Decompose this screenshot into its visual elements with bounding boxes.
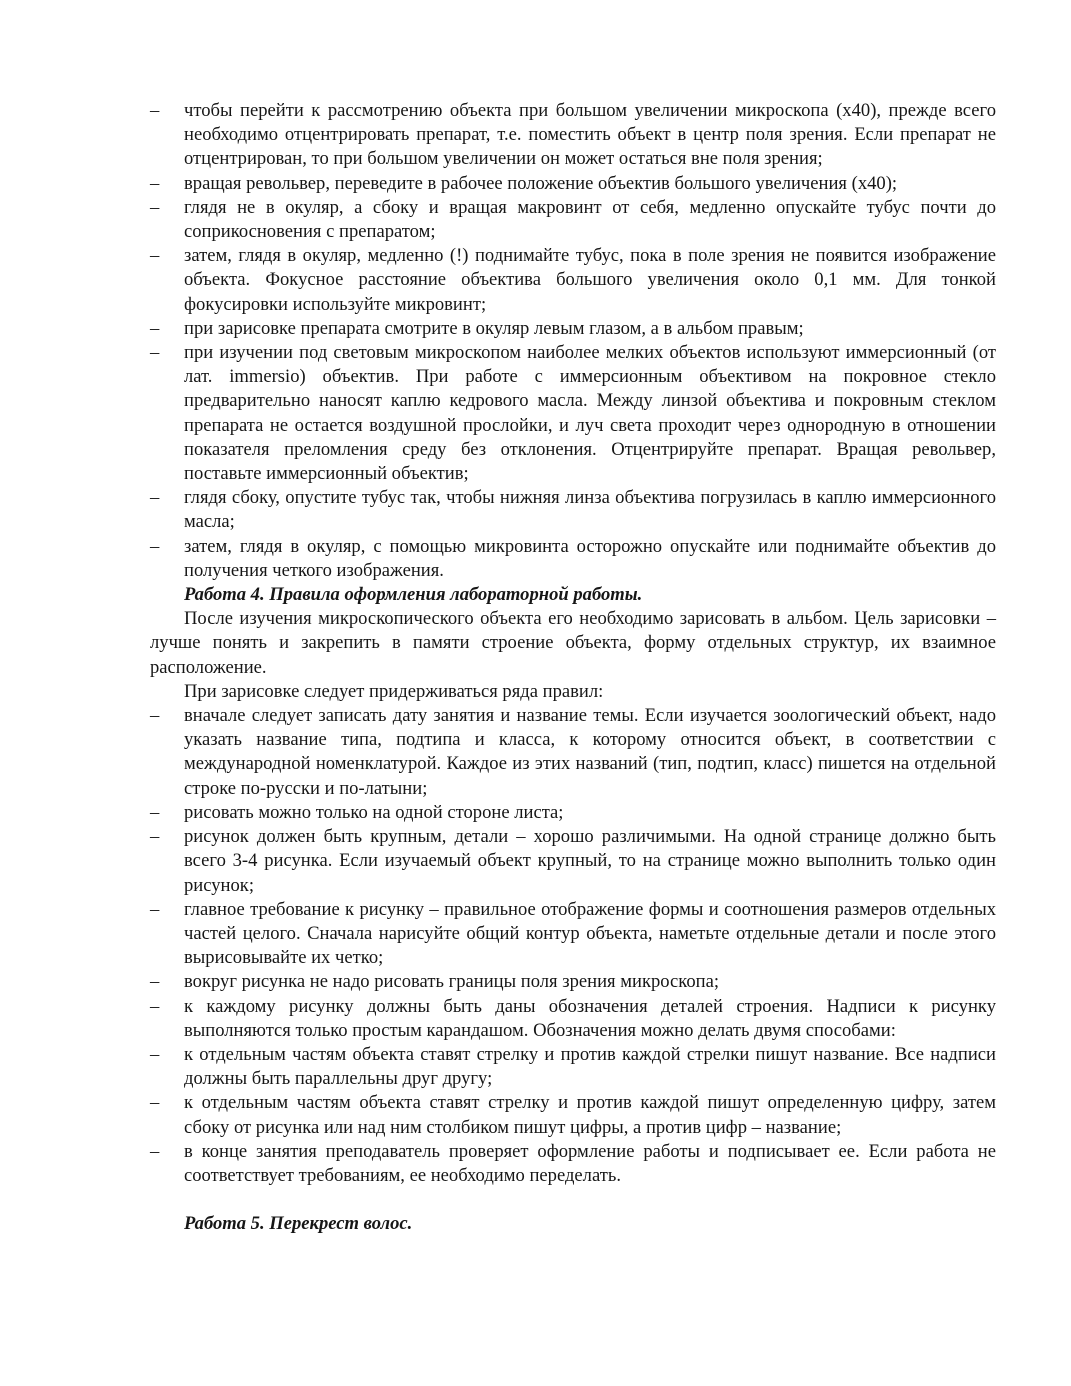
dash-marker: –: [150, 535, 160, 557]
list-item: [150, 995, 996, 1043]
list-item-text: затем, глядя в окуляр, с помощью микровинта осторожно опускайте или поднимайте объектив до получения четкого изображения.: [184, 535, 996, 581]
list-item: [150, 1091, 996, 1139]
list-item: [150, 486, 996, 534]
list-item: [150, 317, 996, 341]
list-item: [150, 1043, 996, 1091]
list-item-text: вращая револьвер, переведите в рабочее положение объектив большого увеличения (х40);: [184, 172, 898, 194]
list-item-text: в конце занятия преподаватель проверяет оформление работы и подписывает ее. Если работа не соответствует требованиям, ее необходимо переделать.: [184, 1140, 996, 1186]
dash-marker: –: [150, 317, 160, 339]
dash-marker: –: [150, 1043, 160, 1065]
list-item-text: к отдельным частям объекта ставят стрелку и против каждой пишут определенную цифру, затем сбоку от рисунка или над ним столбиком пишут цифры, а против цифр – название;: [184, 1092, 996, 1138]
dash-marker: –: [150, 172, 160, 194]
dash-marker: –: [150, 898, 160, 920]
dash-marker: –: [150, 1140, 160, 1162]
list-item: [150, 704, 996, 801]
list-item: [150, 535, 996, 583]
dash-marker: –: [150, 1092, 160, 1114]
list-item-text: рисовать можно только на одной стороне листа;: [184, 801, 564, 823]
list-item: [150, 1140, 996, 1188]
dash-marker: –: [150, 971, 160, 993]
section-heading-work-5: Работа 5. Перекрест волос.: [184, 1213, 413, 1235]
list-item: [150, 801, 996, 825]
list-item: [150, 172, 996, 196]
document-page: [150, 99, 996, 1236]
list-item-text: к отдельным частям объекта ставят стрелку и против каждой стрелки пишут название. Все надписи должны быть параллельны друг другу;: [184, 1043, 996, 1090]
dash-marker: –: [150, 487, 160, 509]
dash-marker: –: [150, 100, 160, 121]
dash-marker: –: [150, 342, 160, 364]
list-item: [150, 99, 996, 172]
list-item-text: при зарисовке препарата смотрите в окуляр левым глазом, а в альбом правым;: [184, 317, 804, 339]
dash-marker: –: [150, 995, 160, 1017]
paragraph-intro: После изучения микроскопического объекта его необходимо зарисовать в альбом. Цель зарисовки – лучше понять и закрепить в памяти строение объекта, форму отдельных структур, их взаимное расположение.: [150, 608, 996, 678]
dash-marker: –: [150, 801, 160, 823]
list-item-text: главное требование к рисунку – правильное отображение формы и соотношения размеров отдельных частей целого. Сначала нарисуйте общий контур объекта, наметьте отдельные детали и после этого вырисовывайте их четко;: [184, 898, 996, 969]
list-item-text: рисунок должен быть крупным, детали – хорошо различимыми. На одной странице должно быть всего 3-4 рисунка. Если изучаемый объект крупный, то на странице можно выполнить только один рисунок;: [184, 826, 996, 896]
list-item: [150, 970, 996, 994]
paragraph-rules-lead: При зарисовке следует придерживаться ряда правил:: [184, 680, 604, 702]
bullet-list-drawing-rules: [150, 704, 996, 1188]
bullet-list-microscope: [150, 99, 996, 583]
list-item-text: чтобы перейти к рассмотрению объекта при большом увеличении микроскопа (х40), прежде всего необходимо отцентрировать препарат, т.е. поместить объект в центр поля зрения. Если препарат не отцентрирован, то при большом увеличении он может остаться вне поля зрения;: [184, 100, 996, 170]
list-item: [150, 244, 996, 317]
list-item: [150, 341, 996, 486]
list-item-text: глядя сбоку, опустите тубус так, чтобы нижняя линза объектива погрузилась в каплю иммерсионного масла;: [184, 487, 996, 533]
list-item-text: глядя не в окуляр, а сбоку и вращая макровинт от себя, медленно опускайте тубус почти до соприкосновения с препаратом;: [184, 196, 996, 243]
list-item: [150, 898, 996, 971]
list-item-text: затем, глядя в окуляр, медленно (!) поднимайте тубус, пока в поле зрения не появится изображение объекта. Фокусное расстояние объектива большого увеличения около 0,1 мм. Для тонкой фокусировки используйте микровинт;: [184, 245, 996, 315]
blank-line: [150, 1188, 996, 1212]
dash-marker: –: [150, 705, 160, 727]
list-item: [150, 825, 996, 898]
list-item-text: при изучении под световым микроскопом наиболее мелких объектов используют иммерсионный (от лат. immersio) объектив. При работе с иммерсионным объективом на покровное стекло предварительно наносят каплю кедрового масла. Между линзой объектива и покровным стеклом препарата не остается воздушной прослойки, и луч света проходит через однородную в отношении показателя преломления среду без отклонения. Отцентрируйте препарат. Вращая револьвер, поставьте иммерсионный объектив;: [184, 342, 996, 485]
list-item-text: к каждому рисунку должны быть даны обозначения деталей строения. Надписи к рисунку выполняются только простым карандашом. Обозначения можно делать двумя способами:: [184, 995, 996, 1041]
list-item-text: вначале следует записать дату занятия и название темы. Если изучается зоологический объект, надо указать название типа, подтипа и класса, к которому относится объект, в соответствии с международной номенклатурой. Каждое из этих названий (тип, подтип, класс) пишется на отдельной строке по-русски и по-латыни;: [184, 705, 996, 799]
dash-marker: –: [150, 245, 160, 267]
dash-marker: –: [150, 196, 160, 218]
list-item-text: вокруг рисунка не надо рисовать границы поля зрения микроскопа;: [184, 971, 720, 993]
section-heading-work-4: Работа 4. Правила оформления лабораторной работы.: [184, 584, 643, 606]
list-item: [150, 196, 996, 244]
dash-marker: –: [150, 826, 160, 848]
